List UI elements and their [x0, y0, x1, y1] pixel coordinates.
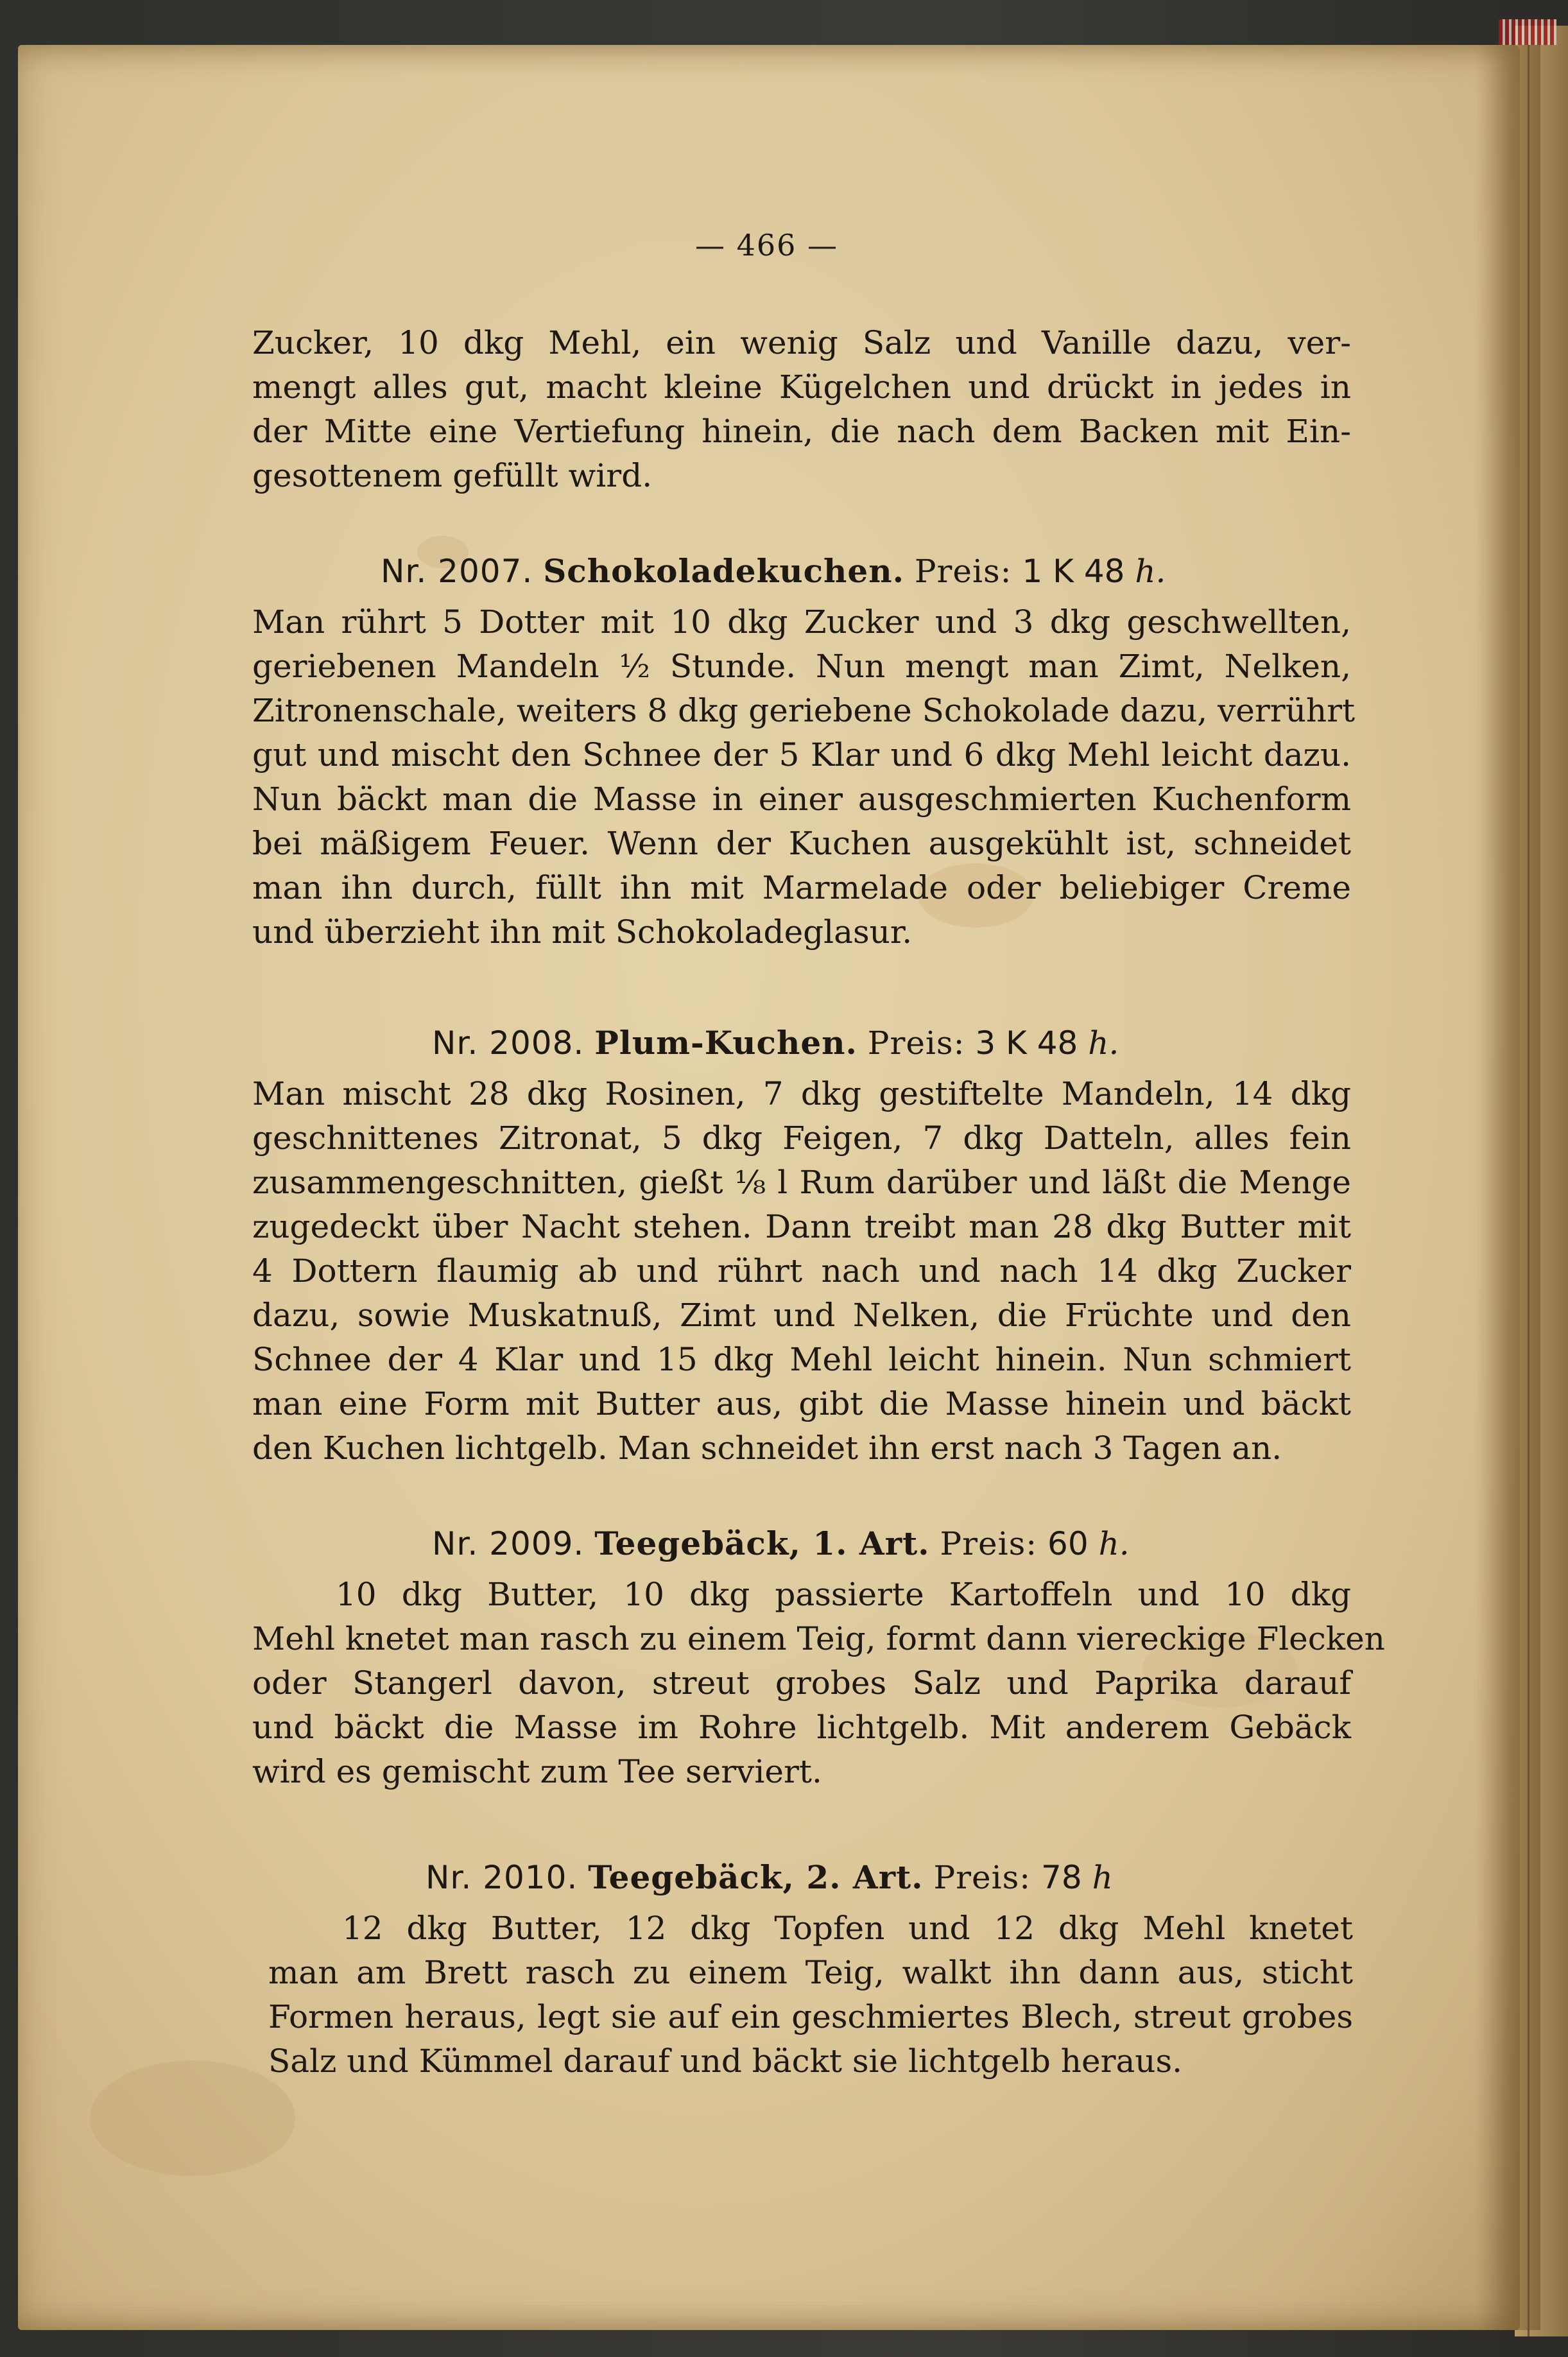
price-value: 3 K 48 — [975, 1024, 1078, 1062]
page-gutter-shadow — [1476, 45, 1540, 2330]
page-number: — 466 — — [695, 228, 839, 263]
price-label: Preis: — [933, 1859, 1031, 1896]
text-line: Schnee der 4 Klar und 15 dkg Mehl leicht hinein. Nun schmiert — [252, 1341, 1351, 1378]
price-label: Preis: — [914, 553, 1012, 590]
recipe-body-2009 — [252, 1573, 1385, 1794]
text-line: zugedeckt über Nacht stehen. Dann treibt man 28 dkg Butter mit — [252, 1208, 1351, 1245]
price-label: Preis: — [940, 1525, 1038, 1562]
price-label: Preis: — [867, 1024, 965, 1062]
text-line: man am Brett rasch zu einem Teig, walkt ihn dann aus, sticht — [268, 1954, 1353, 1991]
text-line: man eine Form mit Butter aus, gibt die Masse hinein und bäckt — [252, 1385, 1351, 1422]
price-unit: h. — [1135, 553, 1166, 590]
recipe-title: Schokoladekuchen. — [543, 552, 904, 590]
recipe-number: Nr. 2008. — [432, 1024, 585, 1062]
bookmark-ribbon — [1499, 19, 1556, 45]
text-line: bei mäßigem Feuer. Wenn der Kuchen ausgekühlt ist, schneidet — [252, 825, 1351, 862]
text-line: Salz und Kümmel darauf und bäckt sie lichtgelb heraus. — [268, 2042, 1183, 2080]
text-line: und bäckt die Masse im Rohre lichtgelb. Mit anderem Gebäck — [252, 1709, 1351, 1746]
text-line: Zitronenschale, weiters 8 dkg geriebene Schokolade dazu, verrührt — [252, 692, 1356, 729]
text-line: Man mischt 28 dkg Rosinen, 7 dkg gestiftelte Mandeln, 14 dkg — [252, 1075, 1351, 1112]
text-line: 10 dkg Butter, 10 dkg passierte Kartoffeln und 10 dkg — [336, 1576, 1351, 1613]
text-line: gesottenem gefüllt wird. — [252, 457, 653, 494]
text-line: mengt alles gut, macht kleine Kügelchen und drückt in jedes in — [252, 368, 1351, 406]
recipe-body-2008 — [252, 1072, 1351, 1471]
price-value: 78 — [1041, 1859, 1082, 1896]
text-line: oder Stangerl davon, streut grobes Salz und Paprika darauf — [252, 1664, 1351, 1702]
recipe-number: Nr. 2010. — [426, 1859, 578, 1896]
price-value: 60 — [1047, 1525, 1089, 1562]
text-line: geschnittenes Zitronat, 5 dkg Feigen, 7 dkg Datteln, alles fein — [252, 1119, 1351, 1157]
recipe-heading-2009 — [432, 1524, 1130, 1562]
recipe-heading-2007 — [381, 552, 1166, 590]
recipe-title: Teegebäck, 1. Art. — [594, 1524, 930, 1562]
recipe-heading-2008 — [432, 1024, 1119, 1062]
recipe-title: Plum-Kuchen. — [594, 1024, 857, 1062]
recipe-body-2007 — [252, 600, 1356, 954]
text-line: Formen heraus, legt sie auf ein geschmiertes Blech, streut grobes — [268, 1998, 1353, 2035]
text-line: 4 Dottern flaumig ab und rührt nach und nach 14 dkg Zucker — [252, 1252, 1351, 1290]
text-line: geriebenen Mandeln ½ Stunde. Nun mengt man Zimt, Nelken, — [252, 648, 1351, 685]
recipe-number: Nr. 2009. — [432, 1525, 585, 1562]
text-line: Zucker, 10 dkg Mehl, ein wenig Salz und Vanille dazu, ver- — [252, 324, 1351, 361]
price-value: 1 K 48 — [1022, 553, 1125, 590]
text-line: Nun bäckt man die Masse in einer ausgeschmierten Kuchenform — [252, 781, 1351, 818]
recipe-title: Teegebäck, 2. Art. — [588, 1858, 924, 1896]
recipe-body-2010 — [268, 1906, 1353, 2084]
text-line: gut und mischt den Schnee der 5 Klar und 6 dkg Mehl leicht dazu. — [252, 736, 1351, 773]
text-line: der Mitte eine Vertiefung hinein, die nach dem Backen mit Ein- — [252, 413, 1351, 450]
text-line: zusammengeschnitten, gießt ⅛ l Rum darüber und läßt die Menge — [252, 1164, 1351, 1201]
text-line: Mehl knetet man rasch zu einem Teig, formt dann viereckige Flecken — [252, 1620, 1385, 1657]
text-line: dazu, sowie Muskatnuß, Zimt und Nelken, die Früchte und den — [252, 1297, 1351, 1334]
text-line: und überzieht ihn mit Schokoladeglasur. — [252, 913, 913, 951]
price-unit: h. — [1088, 1024, 1119, 1062]
intro-paragraph — [252, 321, 1351, 498]
text-line: wird es gemischt zum Tee serviert. — [252, 1753, 822, 1790]
recipe-number: Nr. 2007. — [381, 553, 533, 590]
text-line: Man rührt 5 Dotter mit 10 dkg Zucker und 3 dkg geschwellten, — [252, 603, 1351, 641]
text-line: 12 dkg Butter, 12 dkg Topfen und 12 dkg Mehl knetet — [342, 1910, 1353, 1947]
text-line: man ihn durch, füllt ihn mit Marmelade oder beliebiger Creme — [252, 869, 1351, 906]
price-unit: h — [1092, 1859, 1113, 1896]
text-line: den Kuchen lichtgelb. Man schneidet ihn erst nach 3 Tagen an. — [252, 1429, 1282, 1467]
recipe-heading-2010 — [426, 1858, 1113, 1896]
price-unit: h. — [1098, 1525, 1130, 1562]
